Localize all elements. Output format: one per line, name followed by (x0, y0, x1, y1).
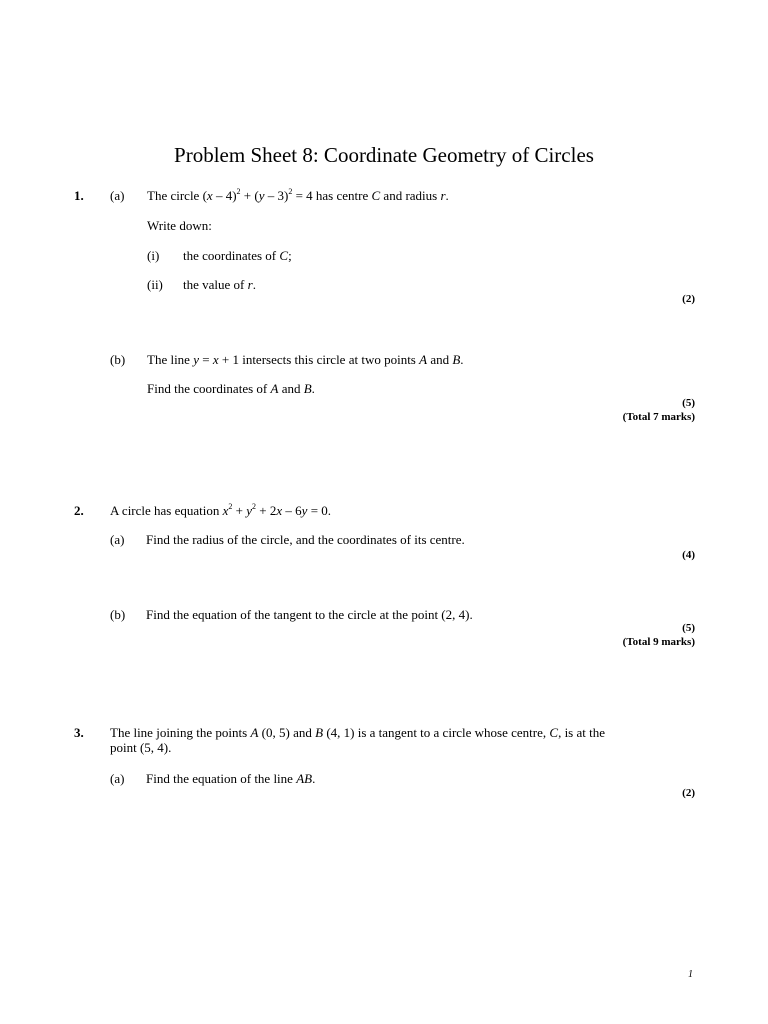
q2b-text: Find the equation of the tangent to the circle at the point (2, 4). (146, 607, 473, 622)
q3-text-line1: The line joining the points A (0, 5) and B (4, 1) is a tangent to a circle whose centre, C, is at the (110, 725, 605, 740)
q1a-label: (a) (110, 188, 125, 203)
page-title: Problem Sheet 8: Coordinate Geometry of Circles (174, 143, 594, 167)
q2b-marks: (5) (682, 622, 695, 634)
q2-text: A circle has equation $x^2 + y^2 + 2x - 6y = 0$. (110, 502, 332, 518)
q1b-marks: (5) (682, 397, 695, 409)
q2a-marks: (4) (682, 549, 695, 561)
q1a-ii-label: (ii) (147, 277, 163, 292)
q1a-i-label: (i) (147, 248, 160, 263)
question-3-number: 3. (74, 725, 84, 740)
q1-total-marks: (Total 7 marks) (622, 411, 695, 423)
q1a-write-down: Write down: (147, 218, 212, 233)
q1a-i-text: the coordinates of C; (183, 248, 292, 263)
q3a-label: (a) (110, 771, 125, 786)
question-2-number: 2. (74, 503, 84, 518)
q3a-marks: (2) (682, 787, 695, 799)
q2a-text: Find the radius of the circle, and the coordinates of its centre. (146, 532, 465, 547)
q2a-label: (a) (110, 532, 125, 547)
q1a-marks: (2) (682, 293, 695, 305)
q2-total-marks: (Total 9 marks) (622, 636, 695, 648)
q1b-find: Find the coordinates of A and B. (147, 381, 315, 396)
q1a-ii-text: the value of r. (183, 277, 256, 292)
q3-text-line2: point (5, 4). (110, 740, 172, 755)
page-number: 1 (688, 969, 693, 980)
q1b-text: The line y = x + 1 intersects this circle at two points A and B. (147, 352, 464, 367)
question-1-number: 1. (74, 188, 84, 203)
q1a-text: The circle (x – 4)$^2$ + (y – 3)$^2$ = 4 has centre C and radius r. (147, 187, 449, 203)
q2b-label: (b) (110, 607, 126, 622)
q1b-label: (b) (110, 352, 126, 367)
q3a-text: Find the equation of the line AB. (146, 771, 316, 786)
